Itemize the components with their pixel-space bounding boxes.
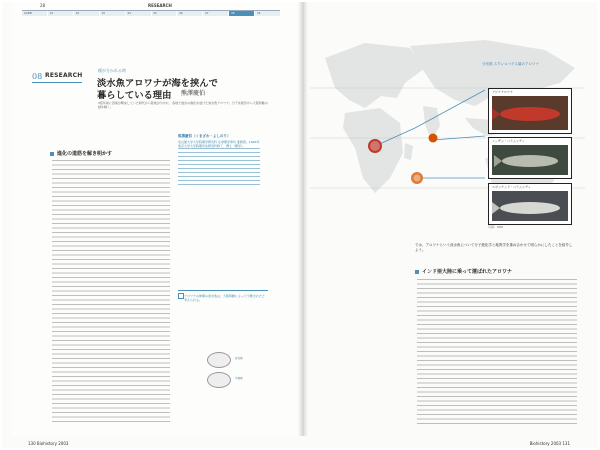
section-tab: 09 [255, 11, 280, 16]
note-text: アロワナの仲間の淡水魚は、大陸移動によって分断されたと考えられる。 [184, 294, 266, 302]
cell-figure [183, 350, 263, 392]
profile-name: 熊澤慶伯（くまざわ・よしのり） [178, 134, 231, 138]
photo-image [492, 96, 568, 130]
photo-image [492, 145, 568, 175]
section-heading-text: 進化の道筋を解き明かす [57, 151, 113, 157]
left-runhead: 28 [40, 3, 46, 8]
section-heading-text: インド亜大陸に乗って運ばれたアロワナ [422, 269, 513, 275]
landmass-madagascar [404, 143, 413, 160]
section-tab: 03 [100, 11, 125, 16]
photo-asian-arowana [488, 88, 572, 134]
section-tab: 07 [203, 11, 228, 16]
section-tab: 06 [177, 11, 202, 16]
section-tab-active: 08 [229, 11, 254, 16]
fish-illustration [492, 145, 568, 175]
profile-text-lines [178, 148, 260, 188]
map-title: 分布図 スクレロパゲス属のアロワナ [482, 62, 539, 66]
article-title-line2: 暮らしている理由 [97, 90, 172, 101]
section-marker [415, 270, 419, 274]
article-lead: 3億年前に恐竜が繁栄していた時代から陸地が分かれ、各地で独自の進化を遂げた淡水魚アロワナ。分子系統学から大陸移動の謎を解く。 [98, 101, 268, 109]
section-heading-right [415, 268, 512, 275]
body-text-column-right [417, 279, 577, 424]
distribution-marker-orange [429, 134, 438, 143]
figure-label-a: 有性期 [235, 357, 243, 360]
fish-illustration [492, 191, 568, 221]
section-marker [50, 152, 54, 156]
chapter-label: RESEARCH [45, 72, 83, 79]
note-rule [178, 290, 268, 291]
photo-spotted-barramundi [488, 183, 572, 225]
intro-paragraph [415, 243, 575, 253]
chapter-rule [32, 82, 82, 83]
author-profile [178, 134, 260, 188]
distribution-marker-highlight [414, 175, 421, 182]
body-text-column-left [52, 160, 170, 422]
section-tab-bar [22, 11, 280, 16]
section-tab: GUIDE [22, 11, 47, 16]
section-heading-left [50, 150, 112, 157]
section-tab: 01 [48, 11, 73, 16]
left-page-number: 130 Biohistory 2003 [28, 441, 69, 446]
profile-text: 名古屋大学大学院理学研究科 生命理学専攻 准教授。1993年東京大学大学院理学系研究科修了、博士（理学）。 [178, 140, 260, 148]
right-page-number: Biohistory 2003 131 [529, 441, 570, 446]
photo-caption: アジアアロワナ [492, 90, 513, 94]
article-author: 熊澤慶伯 [181, 90, 206, 97]
photo-caption: スポッテッド・バラムンディ [492, 185, 531, 189]
side-note [178, 290, 268, 336]
chapter-number: 08 [32, 72, 43, 81]
photo-credit: 写真：SPO [488, 225, 504, 229]
article-kicker: 種が分かれる時 [98, 68, 126, 73]
intro-text: では、アロワナという淡水魚について分子進化学と地質学を重ね合わせて明らかにしたことを紹介しよう。 [415, 243, 573, 252]
section-tab: 02 [74, 11, 99, 16]
section-tab: 05 [152, 11, 177, 16]
fish-illustration [492, 96, 568, 130]
cell-diagram-b [207, 372, 231, 388]
center-runhead: RESEARCH [148, 3, 172, 8]
figure-label-b: 生殖期 [235, 377, 243, 380]
photo-caption: ノーザン・バラムンディ [492, 139, 525, 143]
distribution-marker-highlight [370, 141, 380, 151]
photo-northern-barramundi [488, 137, 572, 179]
photo-image [492, 191, 568, 221]
cell-diagram-a [207, 352, 231, 368]
article-title-line1: 淡水魚アロワナが海を挟んで [97, 78, 218, 89]
landmass-eurasia-west [325, 43, 425, 108]
section-tab: 04 [126, 11, 151, 16]
